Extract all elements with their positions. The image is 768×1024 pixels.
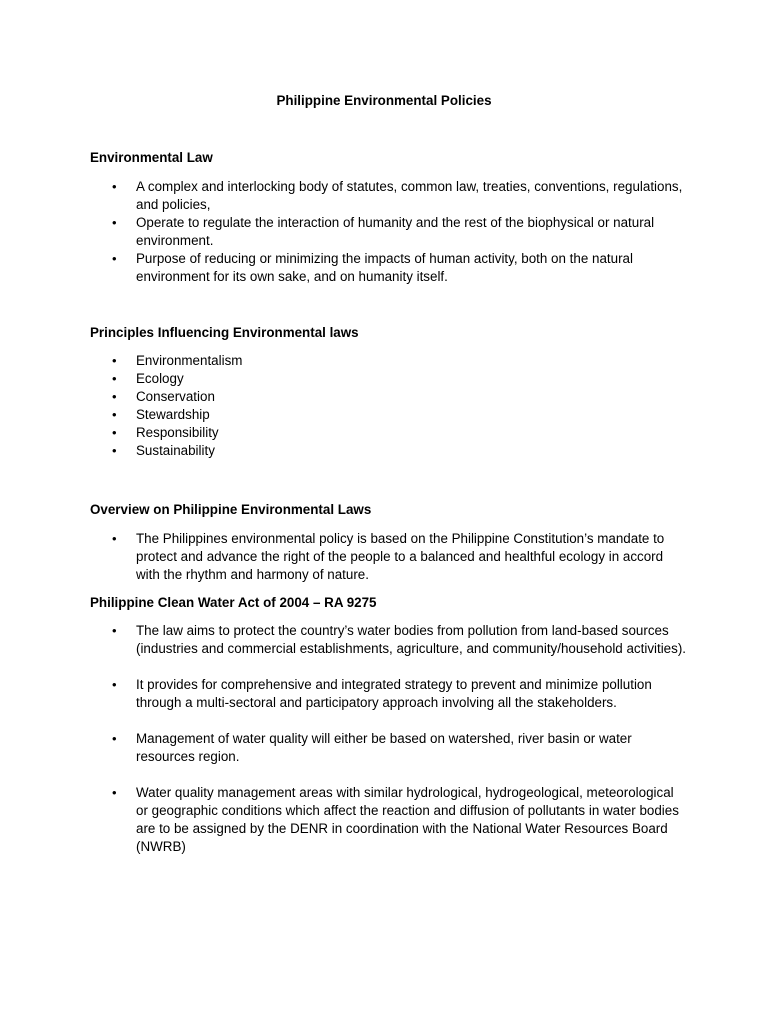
list-item (0, 730, 768, 766)
section-heading-overview: Overview on Philippine Environmental Laws (90, 502, 372, 517)
bullet-icon: • (112, 407, 117, 422)
bullet-icon: • (112, 179, 117, 194)
bullet-icon: • (112, 623, 117, 638)
list-item-text: Water quality management areas with similar hydrological, hydrogeological, meteorological or geographic conditions which affect the reaction and diffusion of pollutants in water bodies are to be assigned by the DENR in coordination with the National Water Resources Board (NWRB) (136, 785, 679, 854)
document-title: Philippine Environmental Policies (276, 93, 492, 108)
bullet-icon: • (112, 371, 117, 386)
bullet-icon: • (112, 785, 117, 800)
section-heading-principles: Principles Influencing Environmental laws (90, 325, 359, 340)
list-item (0, 530, 768, 584)
bullet-icon: • (112, 389, 117, 404)
list-item (0, 676, 768, 712)
section-heading-environmental-law: Environmental Law (90, 150, 213, 165)
list-item-text: The Philippines environmental policy is based on the Philippine Constitution’s mandate to protect and advance the right of the people to a balanced and healthful ecology in accord with the rhythm and harmony of nature. (136, 531, 665, 582)
list-item-text: Purpose of reducing or minimizing the impacts of human activity, both on the natural environment for its own sake, and on humanity itself. (136, 251, 633, 284)
bullet-icon: • (112, 251, 117, 266)
list-item (0, 370, 768, 388)
clean-water-act-list (0, 622, 768, 856)
section-heading-clean-water-act: Philippine Clean Water Act of 2004 – RA 9275 (90, 595, 377, 610)
bullet-icon: • (112, 215, 117, 230)
bullet-icon: • (112, 531, 117, 546)
list-item (0, 388, 768, 406)
list-item (0, 424, 768, 442)
list-item-text: Environmentalism (136, 353, 243, 368)
list-item-text: It provides for comprehensive and integrated strategy to prevent and minimize pollution through a multi-sectoral and participatory approach involving all the stakeholders. (136, 677, 652, 710)
bullet-icon: • (112, 677, 117, 692)
principles-list (0, 352, 768, 460)
list-item-text: Stewardship (136, 407, 210, 422)
list-item-text: The law aims to protect the country’s water bodies from pollution from land-based sources (industries and commercial establishments, agriculture, and community/household activities). (136, 623, 687, 656)
list-item (0, 622, 768, 658)
bullet-icon: • (112, 425, 117, 440)
bullet-icon: • (112, 443, 117, 458)
list-item (0, 250, 768, 286)
list-item (0, 214, 768, 250)
list-item (0, 442, 768, 460)
bullet-icon: • (112, 353, 117, 368)
list-item-text: Conservation (136, 389, 215, 404)
list-item-text: A complex and interlocking body of statutes, common law, treaties, conventions, regulations, and policies, (136, 179, 683, 212)
list-item (0, 352, 768, 370)
list-item (0, 406, 768, 424)
bullet-icon: • (112, 731, 117, 746)
list-item (0, 784, 768, 856)
overview-list (0, 530, 768, 584)
environmental-law-list (0, 178, 768, 286)
list-item-text: Operate to regulate the interaction of humanity and the rest of the biophysical or natural environment. (136, 215, 655, 248)
list-item-text: Responsibility (136, 425, 219, 440)
list-item-text: Sustainability (136, 443, 215, 458)
list-item-text: Management of water quality will either be based on watershed, river basin or water resources region. (136, 731, 632, 764)
list-item-text: Ecology (136, 371, 184, 386)
list-item (0, 178, 768, 214)
